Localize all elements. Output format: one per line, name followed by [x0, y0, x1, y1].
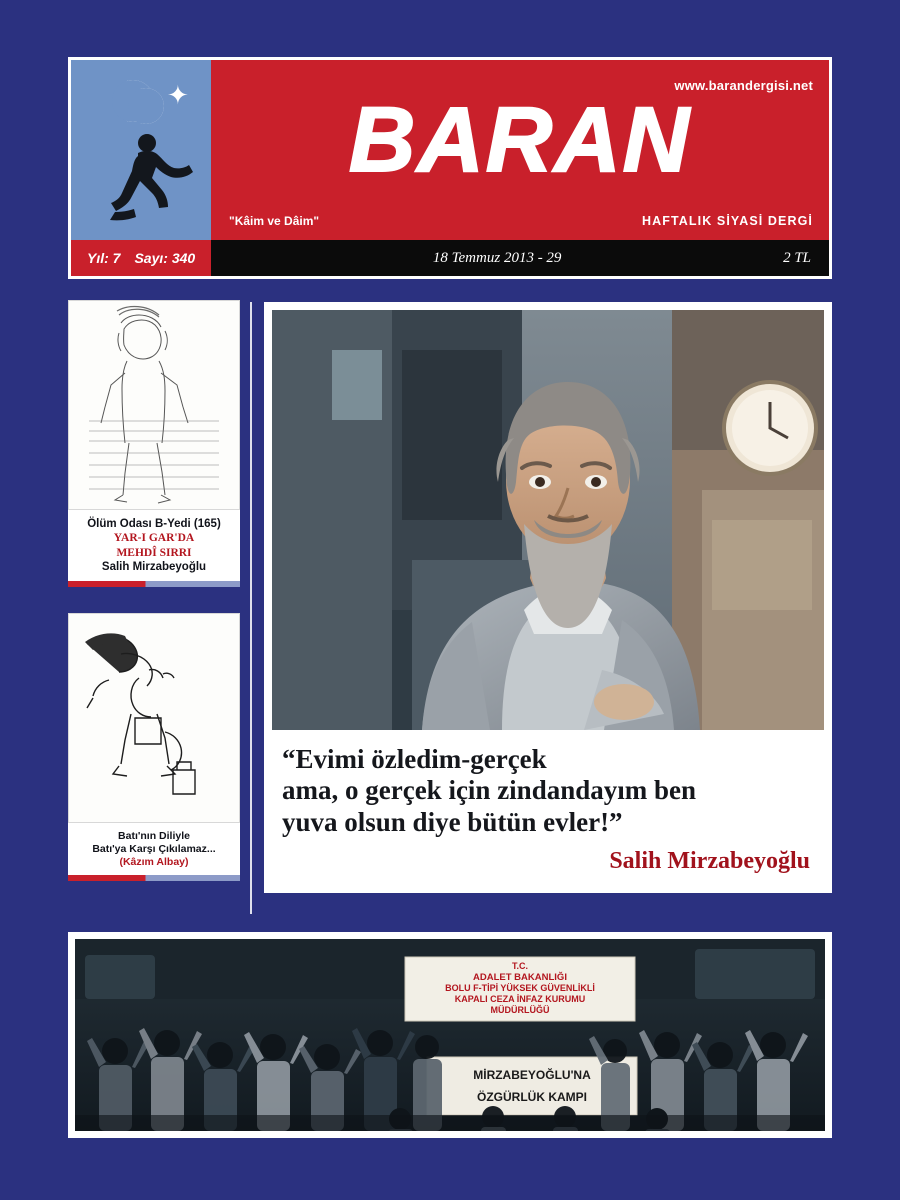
running-figure-icon — [93, 128, 193, 224]
caption-line: YAR-I GAR'DA — [113, 532, 195, 545]
magazine-slogan: "Kâim ve Dâim" — [229, 214, 320, 228]
issue-bar — [71, 240, 829, 276]
issue-price: 2 TL — [783, 249, 811, 266]
caption-line: MEHDÎ SIRRI — [116, 546, 192, 559]
headline-line: yuva olsun diye bütün evler!” — [282, 806, 623, 837]
svg-text:ÖZGÜRLÜK KAMPI: ÖZGÜRLÜK KAMPI — [477, 1090, 587, 1104]
headline-line: ama, o gerçek için zindandayım ben — [282, 775, 697, 806]
magazine-title: BARAN — [348, 89, 692, 191]
svg-text:MÜDÜRLÜĞÜ: MÜDÜRLÜĞÜ — [490, 1005, 550, 1015]
political-cartoon-illustration — [68, 613, 240, 823]
caption-line: (Kâzım Albay) — [119, 855, 189, 868]
sidebar-card-2-caption — [68, 823, 240, 875]
masthead-top — [71, 60, 829, 240]
masthead-banner — [211, 60, 829, 240]
headline-line: “Evimi özledim-gerçek — [282, 744, 547, 774]
masthead — [68, 57, 832, 279]
sidebar-card-2[interactable] — [68, 613, 240, 881]
headline-byline: Salih Mirzabeyoğlu — [609, 847, 810, 874]
svg-text:BOLU F-TİPİ YÜKSEK GÜVENLİKLİ: BOLU F-TİPİ YÜKSEK GÜVENLİKLİ — [445, 983, 595, 993]
caption-line: Batı'nın Diliyle — [118, 829, 190, 842]
svg-text:MİRZABEYOĞLU'NA: MİRZABEYOĞLU'NA — [473, 1068, 591, 1082]
card-divider-rule — [68, 581, 240, 587]
website-url[interactable]: www.barandergisi.net — [674, 78, 813, 93]
headline — [272, 730, 824, 842]
sidebar — [68, 300, 240, 907]
year-label: Yıl: 7 — [87, 250, 121, 266]
crescent-icon-inner — [117, 88, 153, 124]
column-divider — [250, 302, 252, 914]
issue-date: 18 Temmuz 2013 - 29 — [432, 249, 562, 266]
svg-text:ADALET BAKANLIĞI: ADALET BAKANLIĞI — [473, 972, 567, 983]
bottom-photo-block[interactable] — [68, 932, 832, 1138]
issue-number-label: Sayı: 340 — [134, 250, 196, 266]
card-divider-rule — [68, 875, 240, 881]
caption-line: Salih Mirzabeyoğlu — [101, 561, 207, 574]
crescent-star-silhouette-logo — [71, 60, 211, 240]
freedom-camp-crowd-photo — [75, 939, 825, 1131]
caption-line: Batı'ya Karşı Çıkılamaz... — [92, 842, 216, 855]
caption-line: Ölüm Odası B-Yedi (165) — [87, 518, 221, 530]
sidebar-card-1[interactable] — [68, 300, 240, 587]
prison-sketch-illustration — [68, 300, 240, 510]
sidebar-card-1-caption — [68, 510, 240, 581]
svg-text:KAPALI CEZA İNFAZ KURUMU: KAPALI CEZA İNFAZ KURUMU — [454, 994, 586, 1004]
star-icon: ✦ — [167, 80, 189, 110]
salih-mirzabeyoglu-portrait-photo — [272, 310, 824, 730]
svg-text:T.C.: T.C. — [511, 961, 529, 971]
magazine-subtitle: HAFTALIK SİYASİ DERGİ — [641, 214, 813, 228]
main-article[interactable] — [264, 302, 832, 893]
issue-info — [71, 240, 211, 276]
